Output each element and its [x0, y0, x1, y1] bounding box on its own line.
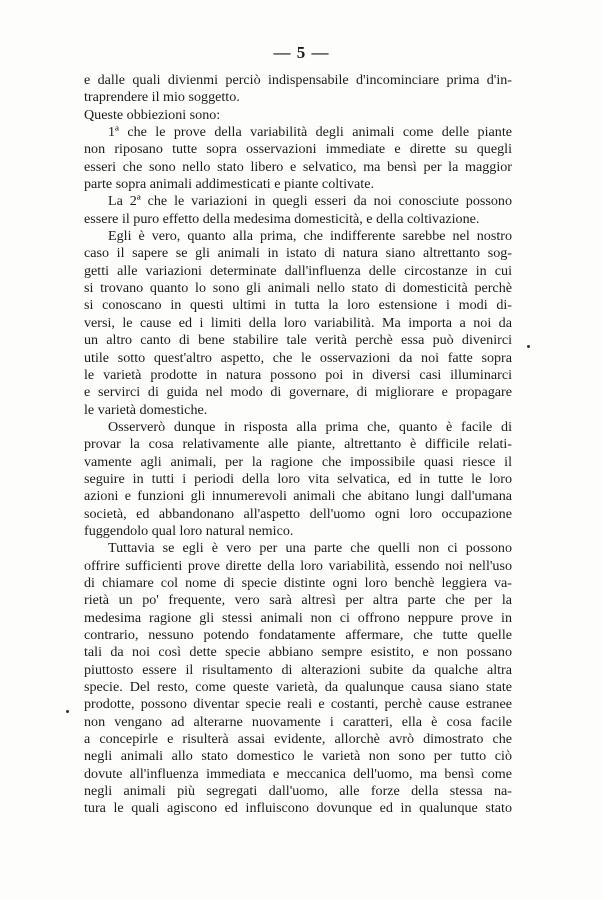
text-line: contrario, nessuno potendo fondatamente affermare, che tutte quelle [84, 627, 512, 643]
text-line: prodotte, possono diventar specie reali e costanti, perchè cause estranee [84, 696, 512, 713]
text-line: caso il sapere se gli animali in istato di natura siano altrettanto sog- [84, 245, 512, 262]
text-line: esseri che sono nello stato libero e selvatico, ma bensì per la maggior [84, 158, 512, 175]
text-line: non vengano ad alterarne nuovamente i caratteri, ella è cosa facile [84, 713, 512, 730]
print-speck [527, 345, 530, 348]
text-line: seguire in tutti i periodi della loro vita selvatica, ed in tutte le loro [84, 470, 512, 487]
text-line: e servirci di guida nel modo di governare, di migliorare e propagare [84, 384, 512, 401]
text-line: dovute all'influenza immediata e meccanica dell'uomo, ma bensì come [84, 765, 512, 782]
print-speck [66, 710, 69, 713]
page-number: — 5 — [273, 43, 330, 62]
body-text [84, 72, 512, 818]
text-line: traprendere il mio soggetto. [84, 89, 240, 106]
text-line: azioni e funzioni gli innumerevoli animali che abitano lungi dall'umana [84, 488, 512, 505]
text-line: tura le quali agiscono ed influiscono dovunque ed in qualunque stato [84, 800, 512, 817]
text-line: tali da noi così dette specie abbiano sempre esistito, e non possano [84, 644, 512, 661]
text-line: si conoscano in questi ultimi in tutta la loro estensione i modi di- [84, 297, 512, 314]
text-line: negli animali allo stato domestico le varietà non sono per tutto ciò [84, 748, 512, 765]
text-line: fuggendolo qual loro natural nemico. [84, 522, 294, 539]
text-line: e dalle quali divienmi perciò indispensabile d'incominciare prima d'in- [84, 72, 512, 88]
text-line: società, ed abbandonano all'aspetto dell'uomo ogni loro occupazione [84, 505, 512, 522]
text-line: si trovano quanto lo sono gli animali nello stato di domesticità perchè [84, 280, 512, 297]
text-line: La 2ª che le variazioni in quegli esseri da noi conosciute possono [108, 193, 512, 210]
text-line: un altro canto di bene stabilire tale verità perchè essa può divenirci [84, 332, 512, 349]
text-line: le varietà prodotte in natura possono poi in diversi casi illuminarci [84, 366, 512, 383]
text-line: offrire sufficienti prove dirette della loro variabilità, essendo noi nell'uso [84, 557, 512, 574]
text-line: non riposano tutte sopra osservazioni immediate e dirette su quegli [84, 141, 512, 158]
text-line: medesima ragione gli stessi animali non ci offrono neppure prove in [84, 609, 512, 626]
text-line: vamente agli animali, per la ragione che impossibile quasi riesce il [84, 453, 512, 470]
text-line: 1ª che le prove della variabilità degli animali come delle piante [108, 124, 512, 141]
text-line: di chiamare col nome di specie distinte ogni loro benchè leggiera va- [84, 574, 512, 591]
text-line: parte sopra animali addimesticati e piante coltivate. [84, 176, 374, 193]
text-line: utile sotto quest'altro aspetto, che le osservazioni da noi fatte sopra [84, 349, 512, 366]
text-line: a concepirle e risulterà assai evidente, allorchè avrò dimostrato che [84, 731, 512, 748]
text-line: Osserverò dunque in risposta alla prima che, quanto è facile di [108, 418, 512, 435]
text-line: rietà un po' frequente, vero sarà altresì per altra parte che per la [84, 592, 512, 609]
text-line: Queste obbiezioni sono: [84, 106, 221, 123]
text-line: provar la cosa relativamente alle piante, altrettanto è difficile relati- [84, 436, 512, 453]
text-line: le varietà domestiche. [84, 401, 208, 418]
text-line: Tuttavia se egli è vero per una parte che quelli non ci possono [108, 540, 512, 557]
text-line: specie. Del resto, come queste varietà, da qualunque causa siano state [84, 679, 512, 696]
text-line: getti alle variazioni determinate dall'influenza delle circostanze in cui [84, 262, 512, 279]
text-line: essere il puro effetto della medesima domesticità, e della coltivazione. [84, 210, 480, 227]
text-line: piuttosto essere il risultamento di alterazioni subite da qualche altra [84, 661, 512, 678]
text-line: negli animali più segregati dall'uomo, alle forze della stessa na- [84, 783, 512, 800]
text-line: Egli è vero, quanto alla prima, che indifferente sarebbe nel nostro [108, 228, 512, 245]
text-line: versi, le cause ed i limiti della loro variabilità. Ma importa a noi da [84, 314, 512, 331]
